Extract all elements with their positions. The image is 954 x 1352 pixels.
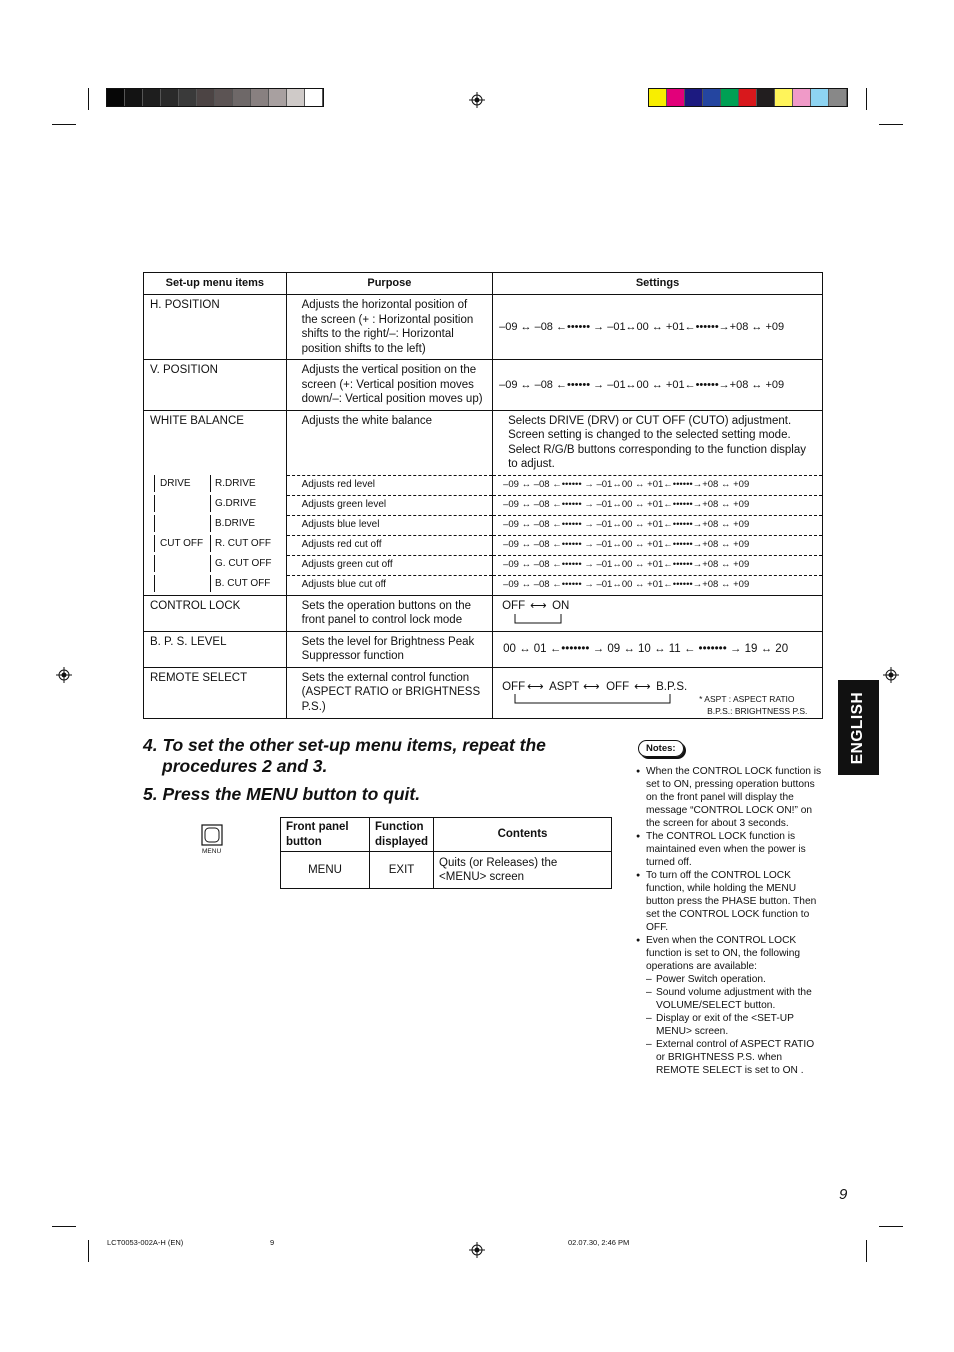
settings-control-lock — [493, 595, 823, 631]
sub-item-purpose: Adjusts green level — [286, 495, 492, 515]
loop-arrow-icon — [513, 614, 563, 626]
crop-mark — [52, 1226, 76, 1227]
color-swatch — [829, 89, 847, 106]
option-off: OFF — [606, 680, 630, 693]
language-tab — [838, 680, 879, 775]
sub-item-settings: –09 ↔ –08 ←•••••• → –01↔00 ↔ +01←••••••→+08 ↔ +09 — [493, 515, 823, 535]
option-bps: B.P.S. — [656, 680, 688, 693]
option-off: OFF — [502, 680, 526, 693]
table-row — [144, 360, 823, 411]
table-row — [144, 295, 823, 360]
option-aspt: ASPT — [549, 680, 580, 693]
item-bps-level: B. P. S. LEVEL — [144, 631, 287, 667]
group-label: CUT OFF — [160, 538, 204, 549]
option-off: OFF — [502, 599, 526, 612]
color-swatch — [215, 89, 233, 106]
color-swatch — [811, 89, 829, 106]
settings-remote-select — [493, 667, 823, 718]
color-swatch — [667, 89, 685, 106]
sub-item-name: G.DRIVE — [215, 498, 257, 509]
sub-item-settings: –09 ↔ –08 ←•••••• → –01↔00 ↔ +01←••••••→+08 ↔ +09 — [493, 475, 823, 495]
menu-button-table — [280, 817, 612, 889]
table-row — [144, 667, 823, 718]
sub-item-name: B. CUT OFF — [215, 578, 271, 589]
sub-item-name: B.DRIVE — [215, 518, 256, 529]
color-swatch — [775, 89, 793, 106]
color-swatch — [125, 89, 143, 106]
purpose-remote-select: Sets the external control function (ASPECT RATIO or BRIGHTNESS P.S.) — [286, 667, 492, 718]
group-label: DRIVE — [160, 478, 191, 489]
double-arrow-icon: ⟷ — [530, 599, 547, 612]
color-swatch — [757, 89, 775, 106]
header-purpose: Purpose — [286, 273, 492, 295]
table-row — [144, 410, 823, 475]
note-item: ● To turn off the CONTROL LOCK function, while holding the MENU button press the PHASE button. Then set the CONTROL LOCK function to OFF. — [636, 869, 826, 934]
item-h-position: H. POSITION — [144, 295, 287, 360]
color-swatch — [143, 89, 161, 106]
step-4-line-2: procedures 2 and 3. — [162, 756, 328, 776]
sub-item-purpose: Adjusts red cut off — [286, 535, 492, 555]
page-number: 9 — [839, 1186, 848, 1203]
table-row — [144, 515, 823, 535]
header-front-panel-button: Front panel button — [281, 818, 370, 852]
item-white-balance: WHITE BALANCE — [144, 410, 287, 475]
note-item: ● When the CONTROL LOCK function is set to ON, pressing operation buttons on the front panel will display the message “CONTROL LOCK ON!” on the screen for about 3 seconds. — [636, 765, 826, 830]
color-swatch — [287, 89, 305, 106]
setup-menu-table — [143, 272, 823, 719]
purpose-white-balance: Adjusts the white balance — [286, 410, 492, 475]
sub-item-settings: –09 ↔ –08 ←•••••• → –01↔00 ↔ +01←••••••→+08 ↔ +09 — [493, 575, 823, 595]
table-row — [144, 575, 823, 595]
settings-h-position: –09 ↔ –08 ←•••••• → –01↔00 ↔ +01←••••••→+08 ↔ +09 — [493, 295, 823, 360]
crop-mark — [88, 1240, 89, 1262]
footer-page: 9 — [270, 1238, 275, 1247]
color-swatch — [179, 89, 197, 106]
color-swatch — [161, 89, 179, 106]
purpose-bps-level: Sets the level for Brightness Peak Suppressor function — [286, 631, 492, 667]
settings-bps-level: 00 ↔ 01 ←••••••• → 09 ↔ 10 ↔ 11 ← ••••••• → 19 ↔ 20 — [493, 631, 823, 667]
process-color-bar — [648, 88, 848, 107]
crop-mark — [866, 1240, 867, 1262]
color-swatch — [649, 89, 667, 106]
sub-item-name: R.DRIVE — [215, 478, 256, 489]
loop-arrow-icon — [513, 694, 673, 706]
sub-item-purpose: Adjusts blue level — [286, 515, 492, 535]
table-row — [144, 475, 823, 495]
settings-v-position: –09 ↔ –08 ←•••••• → –01↔00 ↔ +01←••••••→+08 ↔ +09 — [493, 360, 823, 411]
note-item: ● Even when the CONTROL LOCK function is set to ON, the following operations are available: — [636, 934, 826, 973]
table-header-row — [144, 273, 823, 295]
footer-code: LCT0053-002A-H (EN) — [107, 1238, 184, 1247]
registration-mark-icon — [883, 667, 899, 683]
color-swatch — [197, 89, 215, 106]
menu-button-icon — [201, 824, 223, 846]
note-subitem: – External control of ASPECT RATIO or BRIGHTNESS P.S. when REMOTE SELECT is set to ON . — [636, 1038, 826, 1077]
sub-item-purpose: Adjusts green cut off — [286, 555, 492, 575]
step-4-line-1: 4. To set the other set-up menu items, repeat the — [143, 735, 546, 755]
item-remote-select: REMOTE SELECT — [144, 667, 287, 718]
menu-button-label: MENU — [202, 848, 222, 855]
sub-item-settings: –09 ↔ –08 ←•••••• → –01↔00 ↔ +01←••••••→+08 ↔ +09 — [493, 535, 823, 555]
crop-mark — [866, 88, 867, 110]
sub-item-purpose: Adjusts blue cut off — [286, 575, 492, 595]
item-control-lock: CONTROL LOCK — [144, 595, 287, 631]
gray-color-bar — [106, 88, 324, 107]
registration-mark-icon — [469, 92, 485, 108]
table-row — [144, 631, 823, 667]
crop-mark — [52, 124, 76, 125]
sub-item-settings: –09 ↔ –08 ←•••••• → –01↔00 ↔ +01←••••••→+08 ↔ +09 — [493, 555, 823, 575]
header-items: Set-up menu items — [144, 273, 287, 295]
cell-quits: Quits (or Releases) the <MENU> screen — [434, 852, 612, 889]
color-swatch — [793, 89, 811, 106]
color-swatch — [721, 89, 739, 106]
table-row — [144, 555, 823, 575]
cell-menu: MENU — [281, 852, 370, 889]
double-arrow-icon: ⟷ — [527, 680, 544, 693]
color-swatch — [739, 89, 757, 106]
notes-section — [636, 740, 826, 1077]
table-row — [144, 495, 823, 515]
color-swatch — [233, 89, 251, 106]
table-row — [144, 595, 823, 631]
notes-badge: Notes: — [638, 740, 684, 757]
step-5: 5. Press the MENU button to quit. — [143, 784, 421, 804]
crop-mark — [879, 124, 903, 125]
purpose-h-position: Adjusts the horizontal position of the screen (+ : Horizontal position shifts to the right/–: Horizontal position shifts to the left) — [286, 295, 492, 360]
settings-white-balance: Selects DRIVE (DRV) or CUT OFF (CUTO) adjustment. Screen setting is changed to the selected setting mode. Select R/G/B buttons corresponding to the function display to adjust. — [493, 410, 823, 475]
note-subitem: – Power Switch operation. — [636, 973, 826, 986]
header-settings: Settings — [493, 273, 823, 295]
color-swatch — [269, 89, 287, 106]
option-on: ON — [552, 599, 570, 612]
footer-timestamp: 02.07.30, 2:46 PM — [568, 1238, 630, 1247]
item-v-position: V. POSITION — [144, 360, 287, 411]
double-arrow-icon: ⟷ — [634, 680, 651, 693]
double-arrow-icon: ⟷ — [583, 680, 600, 693]
color-swatch — [251, 89, 269, 106]
color-swatch — [107, 89, 125, 106]
color-swatch — [305, 89, 323, 106]
crop-mark — [88, 88, 89, 110]
purpose-control-lock: Sets the operation buttons on the front panel to control lock mode — [286, 595, 492, 631]
sub-item-name: R. CUT OFF — [215, 538, 271, 549]
note-item: ● The CONTROL LOCK function is maintained even when the power is turned off. — [636, 830, 826, 869]
note-subitem: – Sound volume adjustment with the VOLUME/SELECT button. — [636, 986, 826, 1012]
registration-mark-icon — [469, 1242, 485, 1258]
sub-item-name: G. CUT OFF — [215, 558, 272, 569]
table-row — [144, 535, 823, 555]
footnote-bps: B.P.S.: BRIGHTNESS P.S. — [707, 705, 808, 716]
sub-item-settings: –09 ↔ –08 ←•••••• → –01↔00 ↔ +01←••••••→+08 ↔ +09 — [493, 495, 823, 515]
note-subitem: – Display or exit of the <SET-UP MENU> screen. — [636, 1012, 826, 1038]
color-swatch — [703, 89, 721, 106]
cell-exit: EXIT — [370, 852, 434, 889]
registration-mark-icon — [56, 667, 72, 683]
footnote-aspt: * ASPT : ASPECT RATIO — [699, 693, 795, 704]
crop-mark — [879, 1226, 903, 1227]
language-tab-label: ENGLISH — [849, 691, 867, 764]
header-contents: Contents — [434, 818, 612, 852]
header-function-displayed: Function displayed — [370, 818, 434, 852]
sub-item-purpose: Adjusts red level — [286, 475, 492, 495]
purpose-v-position: Adjusts the vertical position on the screen (+: Vertical position moves down/–: Vertical position moves up) — [286, 360, 492, 411]
color-swatch — [685, 89, 703, 106]
